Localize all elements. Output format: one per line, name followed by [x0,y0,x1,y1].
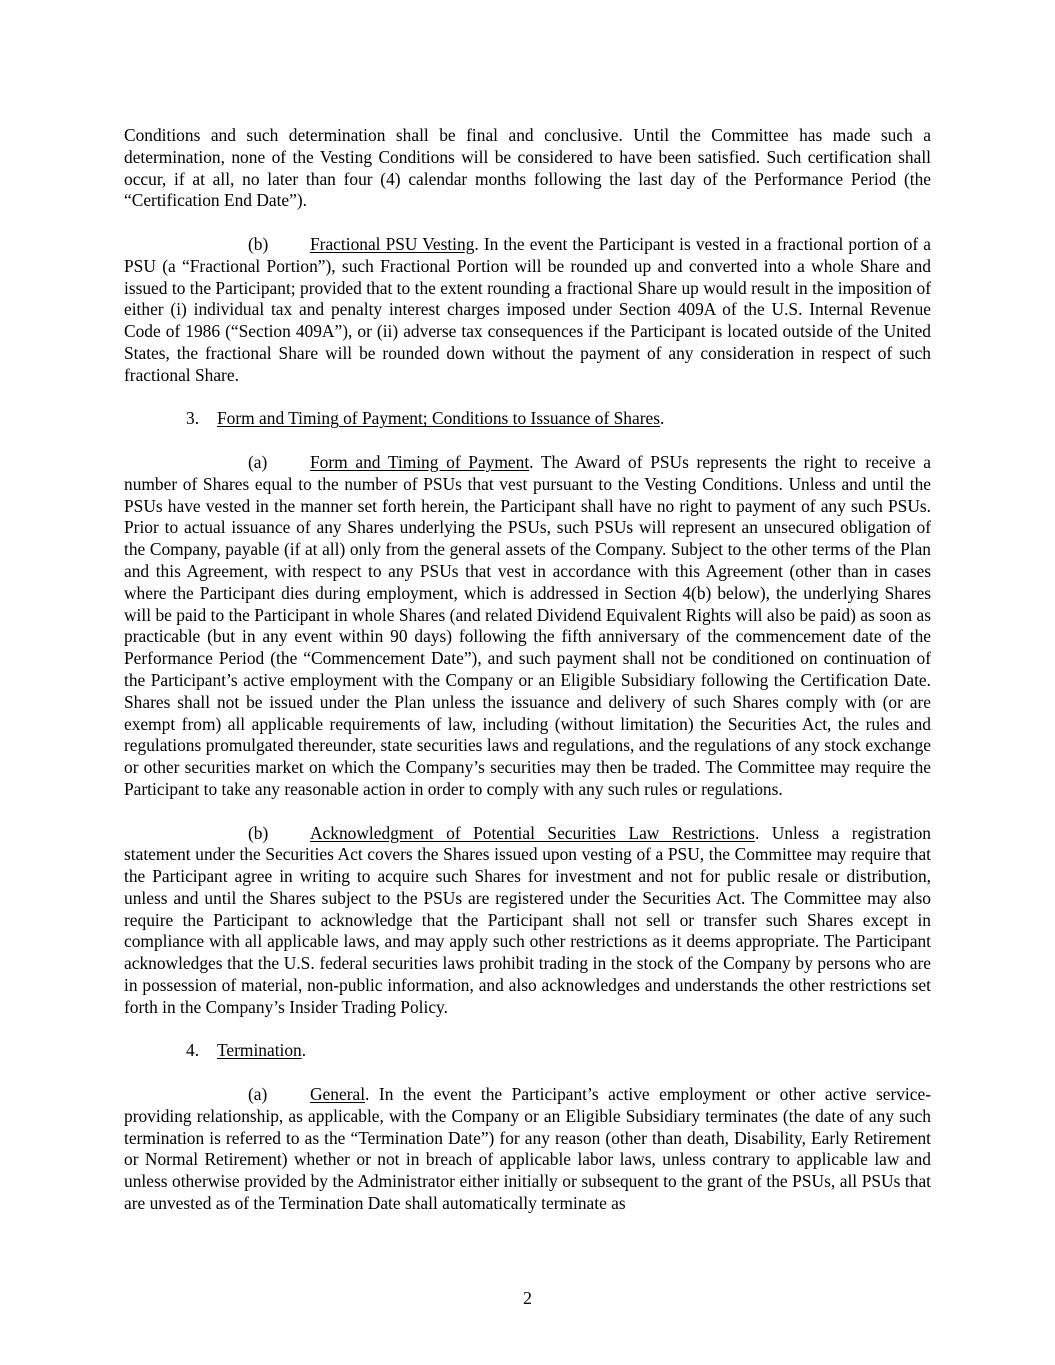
subsection-number: (a) [248,1084,268,1105]
section-number: 3. [186,408,200,429]
paragraph-continuation: Conditions and such determination shall be final and conclusive. Until the Committee has made such a determination, none of the Vesting Conditions will be considered to have been satisfied. Such certification shall occur, if at all, no later than four (4) calendar months following the last day of the Performance Period (the “Certification End Date”). [124,125,931,211]
subsection-number: (b) [248,233,269,254]
subsection-text: . In the event the Participant’s active employment or other active service-providing relationship, as applicable, with the Company or an Eligible Subsidiary terminates (the date of any such termination is referred to as the “Termination Date”) for any reason (other than death, Disability, Early Retirement or Normal Retirement) whether or not in breach of applicable labor laws, unless contrary to applicable law and unless otherwise provided by the Administrator either initially or subsequent to the grant of the PSUs, all PSUs that are unvested as of the Termination Date shall automatically terminate as [124,1084,931,1214]
subsection-number: (b) [248,822,269,843]
section-number: 4. [186,1040,200,1061]
subsection-text: . Unless a registration statement under the Securities Act covers the Shares issued upon vesting of a PSU, the Committee may require that the Participant agree in writing to acquire such Shares for investment and not for public resale or distribution, unless and until the Shares subject to the PSUs are registered under the Securities Act. The Committee may also require the Participant to acknowledge that the Participant shall not sell or transfer such Shares except in compliance with all applicable laws, and may apply such other restrictions as it deems appropriate. The Participant acknowledges that the U.S. federal securities laws prohibit trading in the stock of the Company by persons who are in possession of material, non-public information, and also acknowledges and understands the other restrictions set forth in the Company’s Insider Trading Policy. [124,822,931,1017]
subsection-4a [124,1084,931,1215]
section-4-heading [186,1040,931,1062]
section-title: Form and Timing of Payment; Conditions to Issuance of Shares [217,408,660,429]
page-number: 2 [523,1288,532,1308]
subsection-text: . In the event the Participant is vested in a fractional portion of a PSU (a “Fractional Portion”), such Fractional Portion will be rounded up and converted into a whole Share and issued to the Participant; provided that to the extent rounding a fractional Share up would result in the imposition of either (i) individual tax and penalty interest charges imposed under Section 409A of the U.S. Internal Revenue Code of 1986 (“Section 409A”), or (ii) adverse tax consequences if the Participant is located outside of the United States, the fractional Share will be rounded down without the payment of any consideration in respect of such fractional Share. [124,233,931,385]
subsection-heading: Acknowledgment of Potential Securities Law Restrictions [310,822,755,843]
section-title-period: . [301,1040,307,1061]
subsection-2b [124,234,931,387]
section-3-heading [186,408,931,430]
subsection-text: . The Award of PSUs represents the right to receive a number of Shares equal to the number of PSUs that vest pursuant to the Vesting Conditions. Unless and until the PSUs have vested in the manner set forth herein, the Participant shall have no right to payment of any such PSUs. Prior to actual issuance of any Shares underlying the PSUs, such PSUs will represent an unsecured obligation of the Company, payable (if at all) only from the general assets of the Company. Subject to the other terms of the Plan and this Agreement, with respect to any PSUs that vest in accordance with this Agreement (other than in cases where the Participant dies during employment, which is addressed in Section 4(b) below), the underlying Shares will be paid to the Participant in whole Shares (and related Dividend Equivalent Rights will also be paid) as soon as practicable (but in any event within 90 days) following the fifth anniversary of the commencement date of the Performance Period (the “Commencement Date”), and such payment shall not be conditioned on continuation of the Participant’s active employment with the Company or an Eligible Subsidiary following the Certification Date. Shares shall not be issued under the Plan unless the issuance and delivery of such Shares comply with (or are exempt from) all applicable requirements of law, including (without limitation) the Securities Act, the rules and regulations promulgated thereunder, state securities laws and regulations, and the regulations of any stock exchange or other securities market on which the Company’s securities may then be traded. The Committee may require the Participant to take any reasonable action in order to comply with any such rules or regulations. [124,451,932,799]
subsection-heading: General [310,1084,366,1105]
subsection-number: (a) [248,451,268,472]
section-title-period: . [659,408,665,429]
subsection-heading: Form and Timing of Payment [310,451,530,472]
subsection-heading: Fractional PSU Vesting [310,233,475,254]
subsection-3b [124,823,931,1019]
document-page [124,125,931,1215]
section-title: Termination [217,1040,302,1061]
subsection-3a [124,452,931,801]
